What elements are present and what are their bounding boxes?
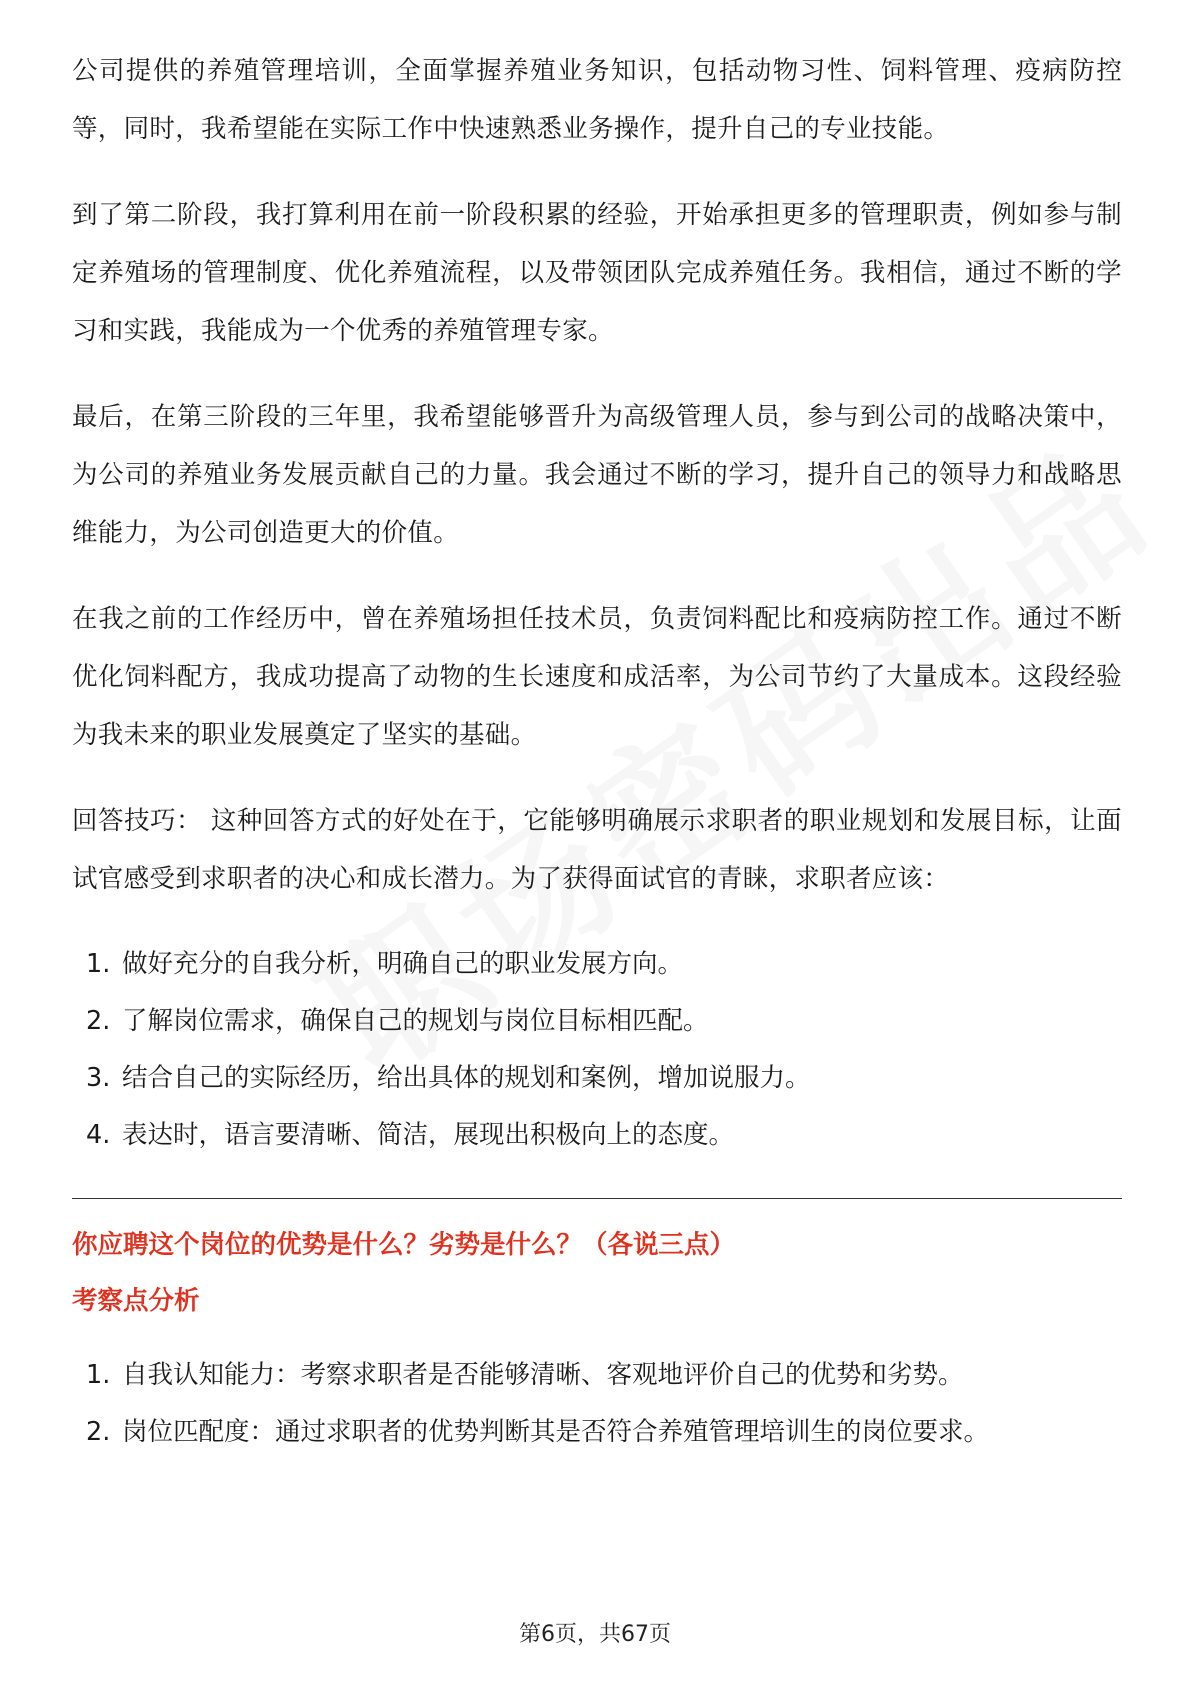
- list-item: [72, 936, 1122, 993]
- list-item: [72, 993, 1122, 1050]
- list-number: 4.: [86, 1120, 111, 1150]
- list-number: 1.: [86, 949, 111, 979]
- paragraph: 在我之前的工作经历中，曾在养殖场担任技术员，负责饲料配比和疫病防控工作。通过不断优化饲料配方，我成功提高了动物的生长速度和成活率，为公司节约了大量成本。这段经验为我未来的职业发展奠定了坚实的基础。: [72, 604, 1122, 750]
- list-item-text: 自我认知能力：考察求职者是否能够清晰、客观地评价自己的优势和劣势。: [122, 1360, 964, 1390]
- list-item-text: 做好充分的自我分析，明确自己的职业发展方向。: [122, 949, 684, 979]
- answer-tips-paragraph: 回答技巧： 这种回答方式的好处在于，它能够明确展示求职者的职业规划和发展目标，让面试官感受到求职者的决心和成长潜力。为了获得面试官的青睐，求职者应该：: [72, 806, 1122, 894]
- list-item-text: 结合自己的实际经历，给出具体的规划和案例，增加说服力。: [122, 1063, 811, 1093]
- section-divider: [72, 1198, 1122, 1199]
- question-heading: 你应聘这个岗位的优势是什么？劣势是什么？（各说三点）: [72, 1230, 736, 1260]
- tips-list: [72, 936, 1122, 1164]
- list-number: 3.: [86, 1063, 111, 1093]
- paragraph: 最后，在第三阶段的三年里，我希望能够晋升为高级管理人员，参与到公司的战略决策中，为公司的养殖业务发展贡献自己的力量。我会通过不断的学习，提升自己的领导力和战略思维能力，为公司创造更大的价值。: [72, 402, 1122, 548]
- list-item-text: 岗位匹配度：通过求职者的优势判断其是否符合养殖管理培训生的岗位要求。: [122, 1417, 990, 1447]
- analysis-list: [72, 1347, 1122, 1461]
- list-number: 1.: [86, 1360, 111, 1390]
- list-item: [72, 1050, 1122, 1107]
- list-item-text: 了解岗位需求，确保自己的规划与岗位目标相匹配。: [122, 1006, 709, 1036]
- list-number: 2.: [86, 1417, 111, 1447]
- page-number: 第6页，共67页: [519, 1622, 671, 1647]
- document-body: [72, 42, 1122, 1495]
- list-item: [72, 1107, 1122, 1164]
- list-item: [72, 1347, 1122, 1404]
- list-item-text: 表达时，语言要清晰、简洁，展现出积极向上的态度。: [122, 1120, 735, 1150]
- list-item: [72, 1404, 1122, 1461]
- list-number: 2.: [86, 1006, 111, 1036]
- analysis-heading: 考察点分析: [72, 1286, 200, 1316]
- paragraph: 到了第二阶段，我打算利用在前一阶段积累的经验，开始承担更多的管理职责，例如参与制定养殖场的管理制度、优化养殖流程，以及带领团队完成养殖任务。我相信，通过不断的学习和实践，我能成为一个优秀的养殖管理专家。: [72, 200, 1122, 346]
- paragraph: 公司提供的养殖管理培训，全面掌握养殖业务知识，包括动物习性、饲料管理、疫病防控等，同时，我希望能在实际工作中快速熟悉业务操作，提升自己的专业技能。: [72, 56, 1122, 144]
